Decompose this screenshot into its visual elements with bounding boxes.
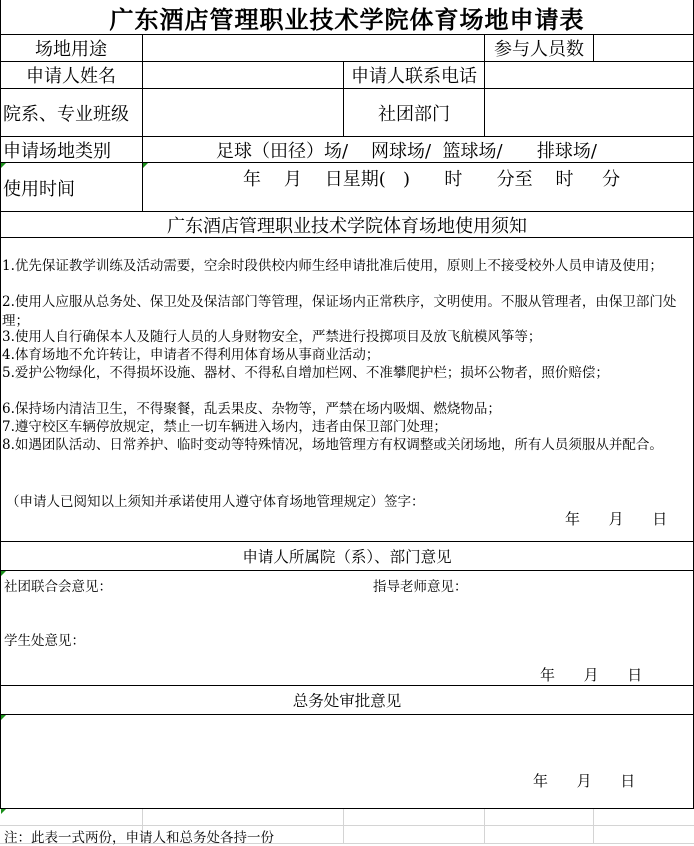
venue-type-options[interactable]: 足球（田径）场/ 网球场/ 篮球场/ 排球场/ [216,140,597,162]
applicant-phone-label: 申请人联系电话 [351,66,477,87]
participants-field[interactable] [594,35,693,61]
footer-note: 注：此表一式两份，申请人和总务处各持一份 [4,830,274,846]
rule-item: 8.如遇团队活动、日常养护、临时变动等特殊情况，场地管理方有权调整或关闭场地，所有人员须服从并配合。 [2,437,663,453]
department-field[interactable] [143,89,343,136]
notice-date: 年 月 日 [565,510,668,528]
league-opinion-label: 社团联合会意见： [4,579,112,595]
general-affairs-field[interactable] [10,720,510,800]
advisor-opinion-label: 指导老师意见： [373,579,468,595]
applicant-name-field[interactable] [143,62,343,88]
general-affairs-heading: 总务处审批意见 [292,692,402,710]
dept-opinion-date: 年 月 日 [540,666,643,684]
rule-item: 6.保持场内清洁卫生，不得聚餐，乱丢果皮、杂物等，严禁在场内吸烟、燃烧物品； [2,401,501,417]
applicant-phone-field[interactable] [485,62,693,88]
purpose-field[interactable] [143,35,484,61]
applicant-name-label: 申请人姓名 [26,66,116,87]
use-time-field[interactable]: 年 月 日星期( ) 时 分至 时 分 [243,169,621,190]
purpose-label: 场地用途 [35,39,107,60]
venue-type-label: 申请场地类别 [3,140,111,162]
department-label: 院系、专业班级 [3,103,129,125]
student-affairs-label: 学生处意见： [4,633,85,649]
participants-label: 参与人员数 [494,39,584,60]
rule-item: 7.遵守校区车辆停放规定，禁止一切车辆进入场内，违者由保卫部门处理； [2,419,447,435]
dept-opinion-field[interactable] [130,575,360,675]
rule-item: 1.优先保证教学训练及活动需要，空余时段供校内师生经申请批准后使用，原则上不接受校外人员申请及使用； [2,258,663,274]
rule-item: 3.使用人自行确保本人及随行人员的人身财物安全，严禁进行投掷项目及放飞航模风筝等； [2,329,542,345]
club-label: 社团部门 [378,103,450,125]
rule-item: 2.使用人应服从总务处、保卫处及保洁部门等管理，保证场内正常秩序，文明使用。不服从管理者，由保卫部门处理； [2,294,677,329]
club-field[interactable] [485,89,693,136]
declaration-text: （申请人已阅知以上须知并承诺使用人遵守体育场地管理规定）签字： [6,494,425,510]
notice-heading: 广东酒店管理职业技术学院体育场地使用须知 [167,215,527,237]
rule-item: 4.体育场地不允许转让，申请者不得利用体育场从事商业活动； [2,347,380,363]
form-title: 广东酒店管理职业技术学院体育场地申请表 [109,4,585,34]
rule-item: 5.爱护公物绿化，不得损坏设施、器材、不得私自增加栏网、不准攀爬护栏；损坏公物者，照价赔偿； [2,365,609,381]
use-time-label: 使用时间 [3,179,75,200]
general-affairs-date: 年 月 日 [533,772,636,790]
dept-opinion-heading: 申请人所属院（系）、部门意见 [242,548,452,566]
